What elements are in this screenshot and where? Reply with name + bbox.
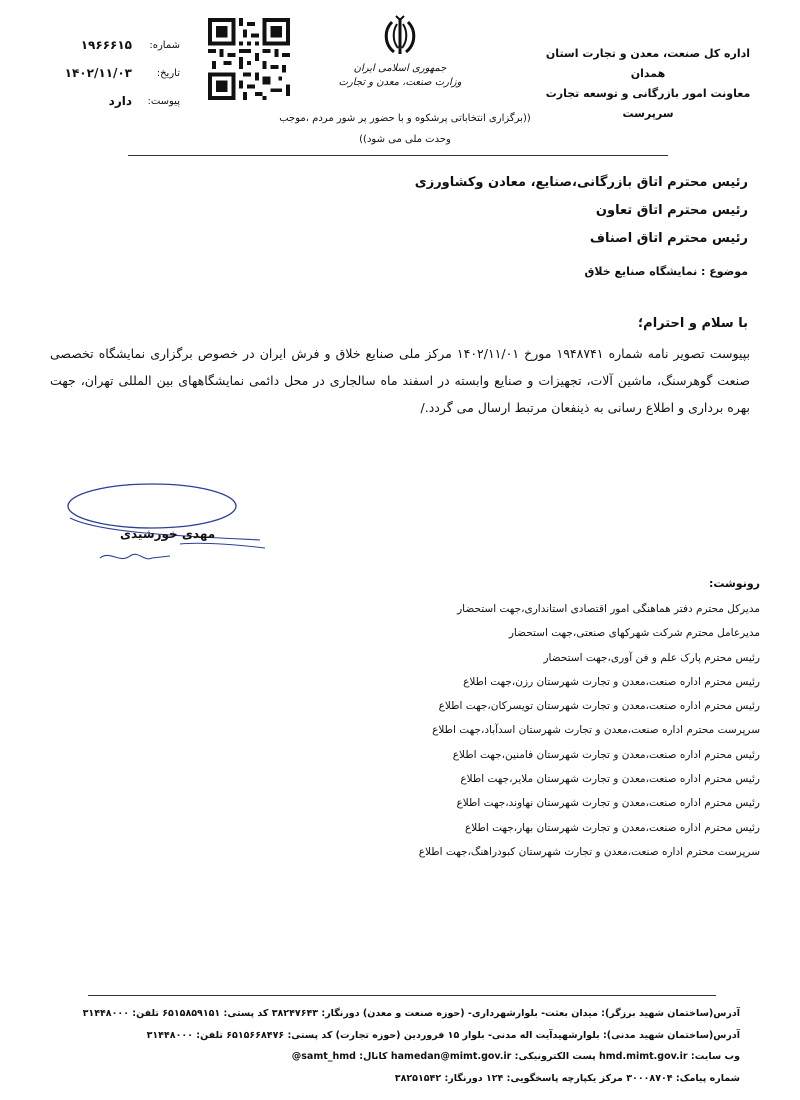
letter-subject: موضوع : نمایشگاه صنایع خلاق [584,265,748,278]
ministry-line-ministry: وزارت صنعت، معدن و تجارت [338,77,462,88]
cc-title: رونوشت: [708,577,760,590]
recipient-chamber-cooperative: رئیس محترم اتاق تعاون [595,203,748,218]
footer-divider [88,995,716,996]
org-line-deputy: معاونت امور بازرگانی و توسعه تجارت [545,87,751,100]
letter-attachment-row [60,94,180,114]
slogan-line-2: وحدت ملی می شود)) [359,134,451,145]
letter-attachment-label: پیوست: [147,96,180,107]
letter-attachment-value: دارد [108,94,132,108]
iran-emblem-icon [378,14,422,60]
cc-item: رئیس محترم اداره صنعت،معدن و تجارت شهرستان بهار،جهت اطلاع [464,821,760,834]
cc-item: رئیس محترم پارک علم و فن آوری،جهت استحضار [543,651,760,664]
election-slogan [240,108,570,150]
footer-web-email: وب سایت: hmd.mimt.gov.ir پست الکترونیکی: hamedan@mimt.gov.ir کانال: samt_hmd@ [291,1051,740,1062]
footer-contact-info [50,1005,740,1091]
org-line-supervisor: سرپرست [622,107,674,120]
ministry-name [330,62,470,90]
letter-number-row [60,38,180,58]
salutation: با سلام و احترام؛ [637,316,748,331]
cc-item: مدیرکل محترم دفتر هماهنگی امور اقتصادی استانداری،جهت استحضار [457,603,760,615]
cc-item: رئیس محترم اداره صنعت،معدن و تجارت شهرستان رزن،جهت اطلاع [463,675,760,688]
cc-item: رئیس محترم اداره صنعت،معدن و تجارت شهرستان ملایر،جهت اطلاع [460,773,760,786]
recipient-chamber-guilds: رئیس محترم اتاق اصناف [589,231,748,246]
slogan-line-1: ((برگزاری انتخاباتی پرشکوه و با حضور پر شور مردم ،موجب [279,113,531,124]
recipient-chamber-commerce: رئیس محترم اتاق بازرگانی،صنایع، معادن وکشاورزی [414,175,748,190]
cc-list [300,600,760,867]
cc-item: رئیس محترم اداره صنعت،معدن و تجارت شهرستان نهاوند،جهت اطلاع [456,797,760,810]
letter-number-value: ۱۹۶۶۶۱۵ [80,38,132,52]
letter-body: بپیوست تصویر نامه شماره ۱۹۴۸۷۴۱ مورخ ۱۴۰۲/۱۱/۰۱ مرکز ملی صنایع خلاق و فرش ایران در خصوص برگزاری نمایشگاه تخصصی صنعت گوهرسنگ، ماشین آلات، تجهیزات و صنایع وابسته در اسفند ماه سالجاری در محل دائمی نمایشگاههای بین المللی تهران، جهت بهره برداری و اطلاع رسانی به ذینفعان مرتبط ارسال می گردد./ [50,346,750,415]
footer-address-barzegar: آدرس(ساختمان شهید برزگر): میدان بعثت- بلوارشهرداری- (حوزه صنعت و معدن) دورنگار: ۳۸۲۴۷۶۴۳ کد پستی: ۶۵۱۵۸۵۹۱۵۱ تلفن: ۳۱۴۴۸۰۰۰ [82,1008,740,1019]
letter-number-label: شماره: [149,40,180,51]
cc-item: رئیس محترم اداره صنعت،معدن و تجارت شهرستان تویسرکان،جهت اطلاع [438,700,760,713]
letter-date-row [60,66,180,86]
signer-name: مهدی خورشیدی [120,527,216,541]
cc-item: مدیرعامل محترم شرکت شهرکهای صنعتی،جهت استحضار [508,627,760,640]
qr-code-icon [208,18,290,100]
org-line-province-office: اداره کل صنعت، معدن و تجارت استان همدان [545,47,751,80]
footer-address-madani: آدرس(ساختمان شهید مدنی): بلوارشهیدآیت اله مدنی- بلوار ۱۵ فروردین (حوزه تجارت) کد پستی: ۶۵۱۵۶۶۸۴۷۶ تلفن: ۳۱۴۴۸۰۰۰ [146,1029,740,1041]
letter-date-value: ۱۴۰۲/۱۱/۰۳ [64,66,132,80]
header-divider [128,155,668,156]
cc-item: سرپرست محترم اداره صنعت،معدن و تجارت شهرستان کبودراهنگ،جهت اطلاع [418,845,760,858]
cc-item: سرپرست محترم اداره صنعت،معدن و تجارت شهرستان اسدآباد،جهت اطلاع [432,724,760,737]
ministry-line-republic: جمهوری اسلامی ایران [353,63,447,74]
cc-item: رئیس محترم اداره صنعت،معدن و تجارت شهرستان فامنین،جهت اطلاع [452,748,760,761]
footer-sms-hotline: شماره پیامک: ۳۰۰۰۸۷۰۴ مرکز یکپارچه پاسخگویی: ۱۲۴ دورنگار: ۳۸۲۵۱۵۴۲ [394,1072,740,1084]
letter-date-label: تاریخ: [156,68,180,79]
